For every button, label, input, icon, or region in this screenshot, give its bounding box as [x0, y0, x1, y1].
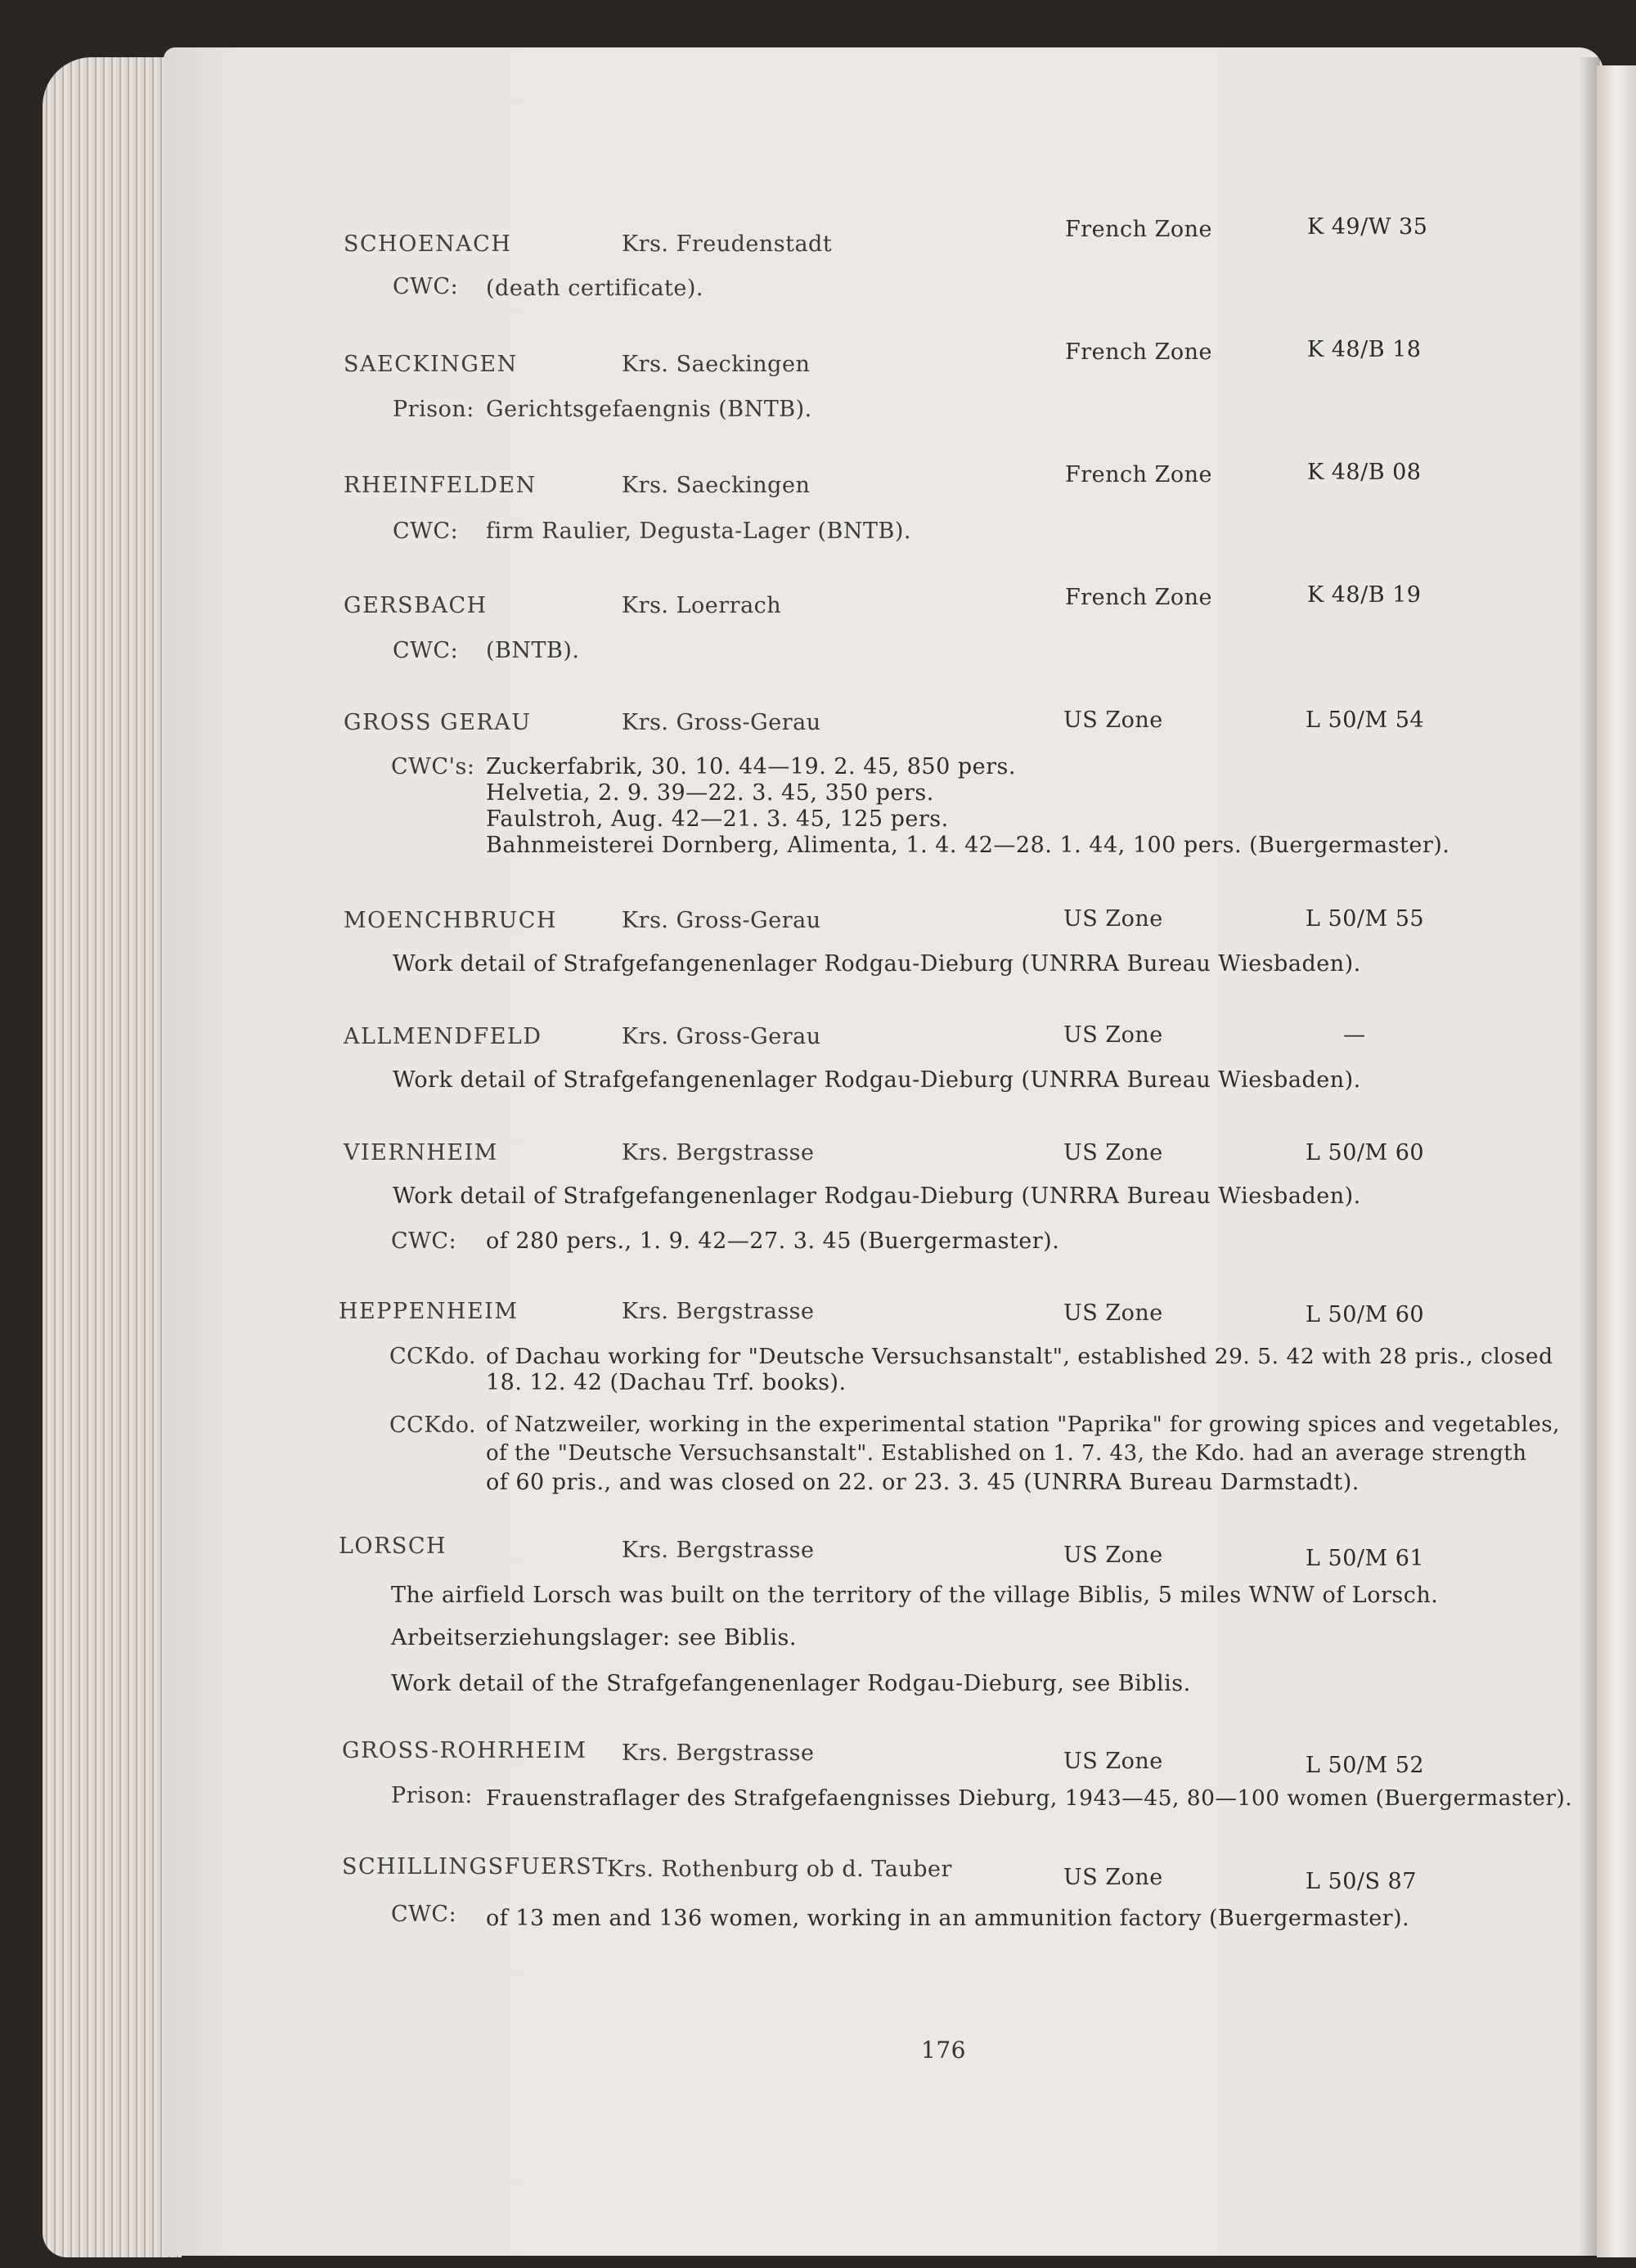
entry-district: Krs. Rothenburg ob d. Tauber [607, 1857, 952, 1882]
page-number: 176 [921, 2037, 966, 2064]
entry-name: SCHOENACH [344, 231, 512, 257]
entry-text: Work detail of Strafgefangenenlager Rodgau-Dieburg (UNRRA Bureau Wiesbaden). [393, 1183, 1361, 1209]
entry-text: of 280 pers., 1. 9. 42—27. 3. 45 (Buergermaster). [486, 1228, 1060, 1254]
entry-label: CWC: [391, 1902, 457, 1927]
entry-zone: French Zone [1065, 462, 1212, 487]
entry-zone: French Zone [1065, 217, 1212, 242]
entry-zone: French Zone [1065, 339, 1212, 365]
entry-name: RHEINFELDEN [344, 473, 537, 498]
entry-label: Prison: [393, 397, 474, 422]
entry-label: CWC: [393, 274, 459, 299]
entry-name: GROSS GERAU [344, 710, 532, 735]
entry-label: CCKdo. [389, 1412, 477, 1438]
entry-text: of 13 men and 136 women, working in an ammunition factory (Buergermaster). [486, 1906, 1410, 1931]
entry-text: of the "Deutsche Versuchsanstalt". Established on 1. 7. 43, the Kdo. had an average strength [486, 1441, 1527, 1466]
entry-text: of 60 pris., and was closed on 22. or 23. 3. 45 (UNRRA Bureau Darmstadt). [486, 1470, 1360, 1495]
entry-district: Krs. Bergstrasse [622, 1740, 815, 1766]
entry-grid: — [1343, 1022, 1366, 1048]
entry-grid: L 50/M 55 [1306, 906, 1425, 932]
entry-text: firm Raulier, Degusta-Lager (BNTB). [486, 519, 911, 544]
entry-text: of Natzweiler, working in the experimental station "Paprika" for growing spices and vegetables, [486, 1412, 1560, 1437]
entry-district: Krs. Gross-Gerau [622, 1024, 821, 1049]
entry-grid: K 48/B 18 [1307, 337, 1422, 362]
entry-label: CCKdo. [389, 1344, 477, 1369]
entry-text: Work detail of Strafgefangenenlager Rodgau-Dieburg (UNRRA Bureau Wiesbaden). [393, 1067, 1361, 1093]
entry-name: MOENCHBRUCH [344, 908, 557, 933]
entry-grid: K 49/W 35 [1307, 214, 1428, 240]
entry-text: Faulstroh, Aug. 42—21. 3. 45, 125 pers. [486, 806, 949, 832]
entry-grid: L 50/M 60 [1306, 1302, 1425, 1327]
entry-zone: US Zone [1063, 906, 1163, 932]
entry-grid: K 48/B 19 [1307, 582, 1422, 608]
entry-text: (death certificate). [486, 276, 703, 301]
facing-page-edge [1597, 65, 1636, 2257]
entry-text: Zuckerfabrik, 30. 10. 44—19. 2. 45, 850 pers. [486, 754, 1016, 779]
entry-district: Krs. Bergstrasse [622, 1140, 815, 1165]
entry-grid: L 50/M 60 [1306, 1140, 1425, 1165]
entry-grid: L 50/M 61 [1306, 1546, 1425, 1571]
entry-text: Bahnmeisterei Dornberg, Alimenta, 1. 4. 42—28. 1. 44, 100 pers. (Buergermaster). [486, 833, 1450, 858]
entry-text: Work detail of Strafgefangenenlager Rodgau-Dieburg (UNRRA Bureau Wiesbaden). [393, 951, 1361, 977]
entry-text: of Dachau working for "Deutsche Versuchsanstalt", established 29. 5. 42 with 28 pris., closed [486, 1344, 1553, 1369]
entry-district: Krs. Freudenstadt [622, 231, 833, 257]
entry-district: Krs. Loerrach [622, 593, 782, 618]
entry-zone: US Zone [1063, 1543, 1163, 1568]
entry-label: CWC: [393, 638, 459, 663]
entry-zone: US Zone [1063, 1022, 1163, 1048]
entry-district: Krs. Saeckingen [622, 473, 811, 498]
page-edges [43, 57, 182, 2257]
entry-name: HEPPENHEIM [339, 1299, 519, 1324]
entry-grid: K 48/B 08 [1307, 460, 1422, 485]
entry-text: Arbeitserziehungslager: see Biblis. [391, 1625, 797, 1650]
entry-text: Helvetia, 2. 9. 39—22. 3. 45, 350 pers. [486, 780, 934, 806]
entry-zone: US Zone [1063, 707, 1163, 733]
entry-grid: L 50/S 87 [1306, 1869, 1417, 1894]
entry-name: LORSCH [339, 1534, 447, 1559]
entry-name: SAECKINGEN [344, 352, 518, 377]
entry-name: GERSBACH [344, 593, 488, 618]
entry-name: GROSS-ROHRHEIM [342, 1738, 587, 1763]
entry-name: SCHILLINGSFUERST [342, 1854, 609, 1880]
entry-district: Krs. Saeckingen [622, 352, 811, 377]
entry-text: (BNTB). [486, 638, 580, 663]
entry-zone: French Zone [1065, 585, 1212, 610]
entry-grid: L 50/M 54 [1306, 707, 1425, 733]
entry-label: CWC: [391, 1228, 457, 1254]
entry-district: Krs. Gross-Gerau [622, 710, 821, 735]
entry-zone: US Zone [1063, 1865, 1163, 1890]
entry-zone: US Zone [1063, 1300, 1163, 1326]
entry-district: Krs. Bergstrasse [622, 1299, 815, 1324]
entry-text: Frauenstraflager des Strafgefaengnisses Dieburg, 1943—45, 80—100 women (Buergermaster). [486, 1785, 1573, 1811]
entry-grid: L 50/M 52 [1306, 1753, 1425, 1778]
entry-text: 18. 12. 42 (Dachau Trf. books). [486, 1370, 847, 1395]
entry-text: The airfield Lorsch was built on the territory of the village Biblis, 5 miles WNW of Lorsch. [391, 1583, 1439, 1608]
entry-name: VIERNHEIM [344, 1140, 498, 1165]
entry-label: CWC's: [391, 754, 475, 779]
entry-label: Prison: [391, 1783, 473, 1808]
entry-name: ALLMENDFELD [344, 1024, 542, 1049]
entry-district: Krs. Bergstrasse [622, 1538, 815, 1563]
entry-text: Gerichtsgefaengnis (BNTB). [486, 397, 812, 422]
entry-text: Work detail of the Strafgefangenenlager Rodgau-Dieburg, see Biblis. [391, 1671, 1191, 1696]
entry-district: Krs. Gross-Gerau [622, 908, 821, 933]
entry-zone: US Zone [1063, 1140, 1163, 1165]
entry-zone: US Zone [1063, 1749, 1163, 1774]
entry-label: CWC: [393, 519, 459, 544]
